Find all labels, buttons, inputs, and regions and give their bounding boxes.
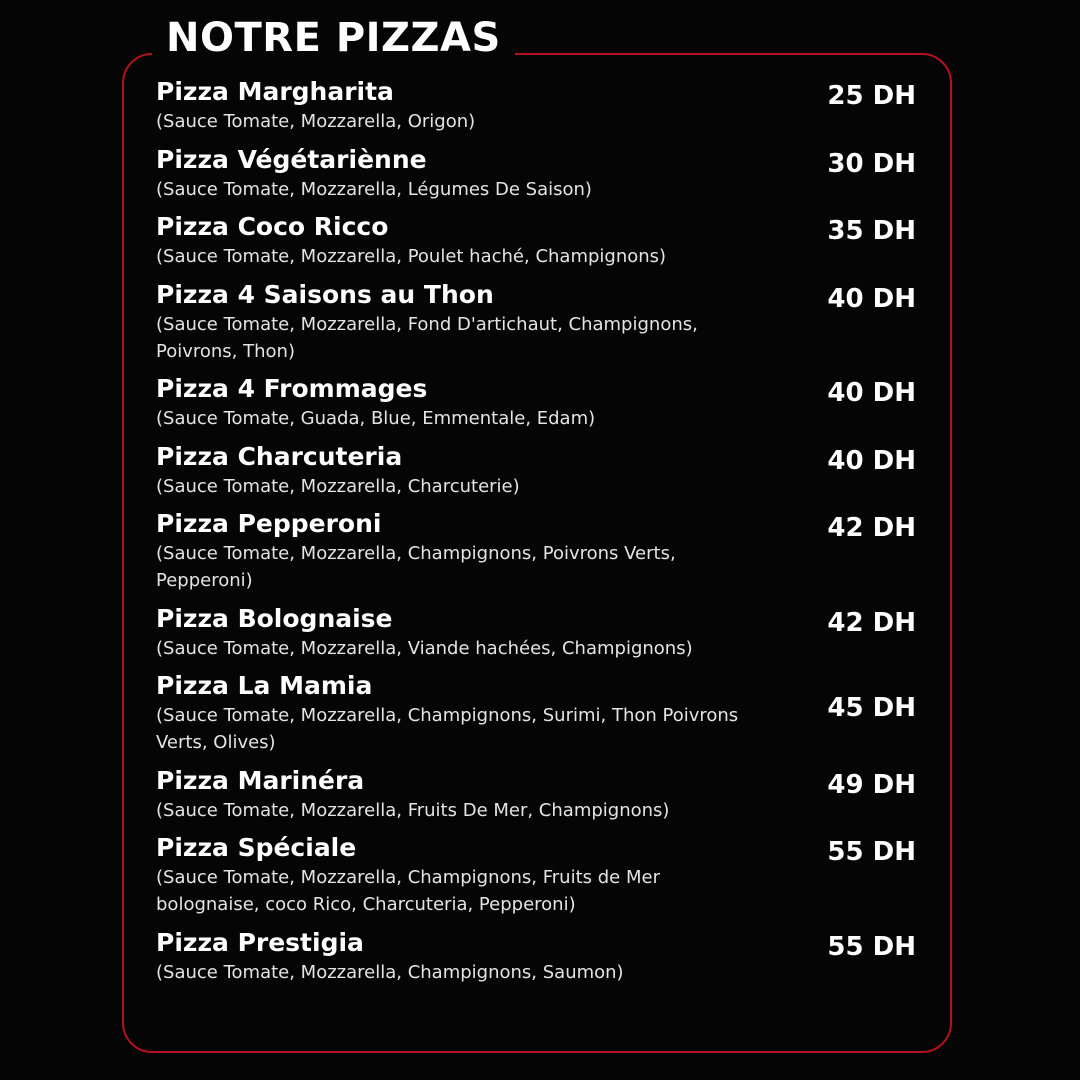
item-description: (Sauce Tomate, Mozzarella, Viande hachées, Champignons) <box>156 637 693 659</box>
menu-item <box>156 373 916 432</box>
menu-item <box>156 144 916 203</box>
item-name: Pizza 4 Saisons au Thon <box>156 279 494 309</box>
item-price: 40 DH <box>827 378 916 408</box>
item-price: 49 DH <box>827 769 916 800</box>
menu-item <box>156 603 916 662</box>
menu-item <box>156 76 916 135</box>
item-description: (Sauce Tomate, Mozzarella, Origon) <box>156 111 476 132</box>
item-description: (Sauce Tomate, Mozzarella, Champignons, Saumon) <box>156 961 624 983</box>
item-price: 40 DH <box>827 445 916 476</box>
item-name: Pizza Pepperoni <box>156 509 382 538</box>
item-name: Pizza Coco Ricco <box>156 212 389 241</box>
item-price: 55 DH <box>827 837 916 867</box>
item-description: (Sauce Tomate, Mozzarella, Champignons, Surimi, Thon Poivrons Verts, Olives) <box>156 705 739 753</box>
item-name: Pizza La Mamia <box>156 671 373 700</box>
menu-item <box>156 927 916 986</box>
item-price: 45 DH <box>827 693 916 723</box>
item-price: 42 DH <box>827 513 916 543</box>
menu-item <box>156 279 916 365</box>
item-price: 30 DH <box>827 148 916 179</box>
item-name: Pizza Margharita <box>156 77 394 106</box>
item-name: Pizza Charcuteria <box>156 441 403 471</box>
item-price: 25 DH <box>827 81 916 111</box>
menu-item <box>156 211 916 270</box>
menu-item <box>156 670 916 756</box>
item-name: Pizza Marinéra <box>156 765 365 795</box>
item-description: (Sauce Tomate, Mozzarella, Charcuterie) <box>156 475 520 497</box>
menu-item <box>156 441 916 500</box>
item-name: Pizza Végétariènne <box>156 144 427 174</box>
item-price: 55 DH <box>827 931 916 962</box>
item-name: Pizza Bolognaise <box>156 603 393 633</box>
pizza-menu <box>156 76 916 994</box>
item-description: (Sauce Tomate, Mozzarella, Fruits De Mer, Champignons) <box>156 799 670 821</box>
item-description: (Sauce Tomate, Mozzarella, Champignons, Fruits de Mer bolognaise, coco Rico, Charcuteria, Pepperoni) <box>156 867 660 915</box>
item-price: 40 DH <box>827 283 916 314</box>
item-description: (Sauce Tomate, Mozzarella, Champignons, Poivrons Verts, Pepperoni) <box>156 543 676 591</box>
item-description: (Sauce Tomate, Mozzarella, Poulet haché, Champignons) <box>156 246 667 267</box>
item-description: (Sauce Tomate, Mozzarella, Fond D'artichaut, Champignons, Poivrons, Thon) <box>156 313 698 362</box>
item-description: (Sauce Tomate, Mozzarella, Légumes De Saison) <box>156 178 592 200</box>
item-price: 42 DH <box>827 607 916 638</box>
menu-item <box>156 832 916 918</box>
item-name: Pizza 4 Frommages <box>156 374 428 403</box>
item-price: 35 DH <box>827 216 916 246</box>
item-name: Pizza Spéciale <box>156 833 357 862</box>
menu-item <box>156 765 916 824</box>
item-name: Pizza Prestigia <box>156 927 364 957</box>
menu-title: NOTRE PIZZAS <box>152 12 515 64</box>
item-description: (Sauce Tomate, Guada, Blue, Emmentale, Edam) <box>156 408 596 429</box>
menu-item <box>156 508 916 594</box>
